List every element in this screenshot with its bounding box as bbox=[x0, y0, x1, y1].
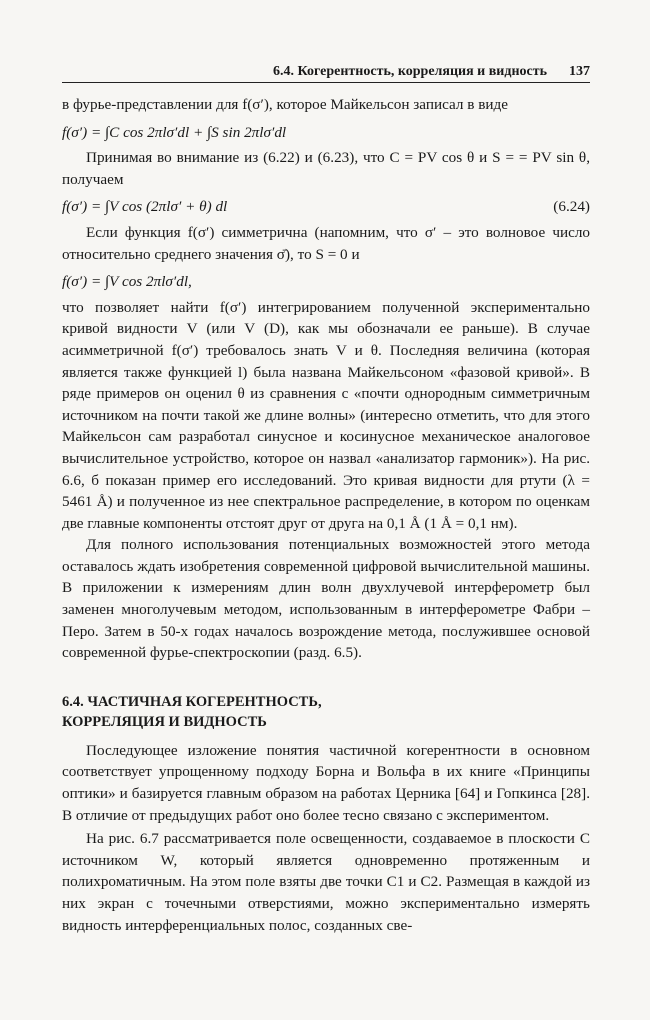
paragraph-5: Для полного использования потенциальных возможностей этого метода оставалось ждать изобретения современной цифровой вычислительной машины. В приложении к измерениям длин волн двухлучевой интерферометр был заменен многолучевым методом, использованным в интерферометре Фабри – Перо. Затем в 50-х годах началось возрождение метода, послужившее основой современной фурье-спектроскопии (разд. 6.5). bbox=[62, 536, 590, 662]
equation-1-expr: f(σ′) = ∫C cos 2πlσ′dl + ∫S sin 2πlσ′dl bbox=[62, 123, 287, 141]
page-body bbox=[62, 94, 590, 936]
equation-3-expr: f(σ′) = ∫V cos 2πlσ′dl, bbox=[62, 273, 192, 291]
section-heading-line-1: 6.4. ЧАСТИЧНАЯ КОГЕРЕНТНОСТЬ, bbox=[62, 693, 322, 710]
page-number: 137 bbox=[569, 64, 590, 79]
paragraph-4: что позволяет найти f(σ′) интегрированием полученной экспериментально кривой видности V (или V (D), как мы обозначали ее раньше). В случае асимметричной f(σ′) требовалось знать V и θ. Последняя величина (которая является также функцией l) была названа Майкельсоном «фазовой кривой». В ряде примеров он оценил θ из сравнения с «почти однородным симметричным источником на почти такой же длине волны» (интересно отметить, что для этого Майкельсон сам разработал синусное и косинусное механическое аналоговое вычислительное устройство, которое он назвал «анализатор гармоник»). На рис. 6.6, б показан пример его исследований. Это кривая видности для ртути (λ = 5461 Å) и полученное из нее спектральное распределение, в котором по оценкам две главные компоненты отстоят друг от друга на 0,1 Å (1 Å = 0,1 нм). bbox=[62, 298, 590, 532]
section-heading-line-2: КОРРЕЛЯЦИЯ И ВИДНОСТЬ bbox=[62, 713, 267, 730]
equation-3 bbox=[62, 271, 590, 293]
equation-2-expr: f(σ′) = ∫V cos (2πlσ′ + θ) dl bbox=[62, 198, 228, 216]
section-heading bbox=[62, 692, 590, 732]
paragraph-3: Если функция f(σ′) симметрична (напомним, что σ′ – это волновое число относительно среднего значения σ̄), то S = 0 и bbox=[62, 223, 590, 263]
equation-1 bbox=[62, 122, 590, 144]
equation-2 bbox=[62, 196, 590, 218]
paragraph-1: в фурье-представлении для f(σ′), которое Майкельсон записал в виде bbox=[62, 96, 508, 113]
running-header bbox=[62, 58, 590, 83]
paragraph-2: Принимая во внимание из (6.22) и (6.23), что C = PV cos θ и S = = PV sin θ, получаем bbox=[62, 149, 590, 188]
equation-2-number: (6.24) bbox=[553, 198, 590, 216]
paragraph-7: На рис. 6.7 рассматривается поле освещенности, создаваемое в плоскости C источником W, который является одновременно протяженным и полихроматичным. На этом поле взяты две точки C1 и C2. Размещая в каждой из них экран с точечными отверстиями, можно экспериментально измерять видность интерференциальных полос, созданных све- bbox=[62, 830, 590, 934]
paragraph-6: Последующее изложение понятия частичной когерентности в основном соответствует упрощенному подходу Борна и Вольфа в их книге «Принципы оптики» и базируется главным образом на работах Церника [64] и Гопкинса [28]. В отличие от предыдущих работ оно более тесно связано с экспериментом. bbox=[62, 741, 590, 824]
running-title: 6.4. Когерентность, корреляция и видность bbox=[273, 64, 547, 79]
